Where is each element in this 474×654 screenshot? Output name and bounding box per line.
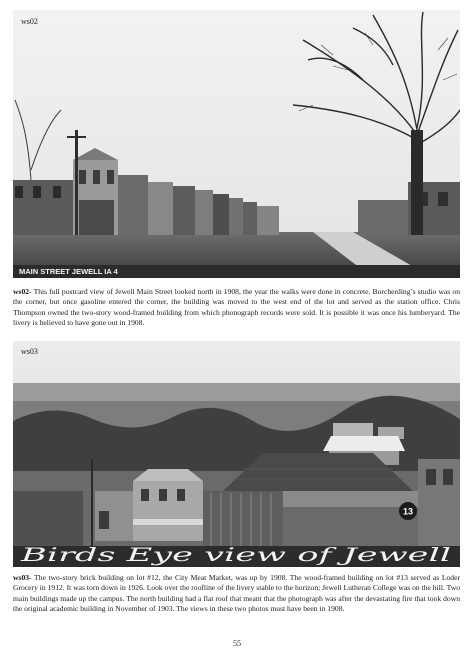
caption-text: This full postcard view of Jewell Main Street looked north in 1908, the year the walks were done in concrete. Borcherding’s studio was on the corner, but once gasoline entered the corner, the building was moved to the west end of the lot and served as the station office. Chris Thompson owned the two-story wood-framed building from which phonograph records were sold. It is possible it was once his lumberyard. The livery is believed to have gone out in 1908.: [13, 287, 460, 328]
main-street-photo-drawing: [13, 10, 460, 278]
handwritten-title: Birds Eye view of Jewell: [19, 544, 452, 566]
photo-id-label: ws03: [21, 347, 38, 356]
caption-id: ws02-: [13, 287, 32, 296]
caption-text: The two-story brick building on lot #12, the City Meat Market, was up by 1908. The wood-framed building on lot #13 served as Loder Grocery in 1912. It was torn down in 1926. Look over the roofline of the livery stable to the horizon; Jewell Lutheran College was on the hill. Two main buildings made up the campus. The north building had a flat roof that meant that the photograph was after the devastating fire that took down the original academic building in November of 1903. The views in these two photos must have been in 1908.: [13, 573, 460, 614]
photo-id-label: ws02: [21, 17, 38, 26]
page-number: 55: [233, 639, 241, 648]
birds-eye-photo-drawing: [13, 341, 460, 567]
photo-caption: [13, 573, 460, 615]
caption-id: ws03-: [13, 573, 32, 582]
birds-eye-photo: [13, 341, 460, 567]
lot-number-badge: 13: [402, 506, 414, 517]
main-street-photo: [13, 10, 460, 278]
photo-caption: [13, 287, 460, 329]
photo-imprint: MAIN STREET JEWELL IA 4: [19, 267, 118, 276]
